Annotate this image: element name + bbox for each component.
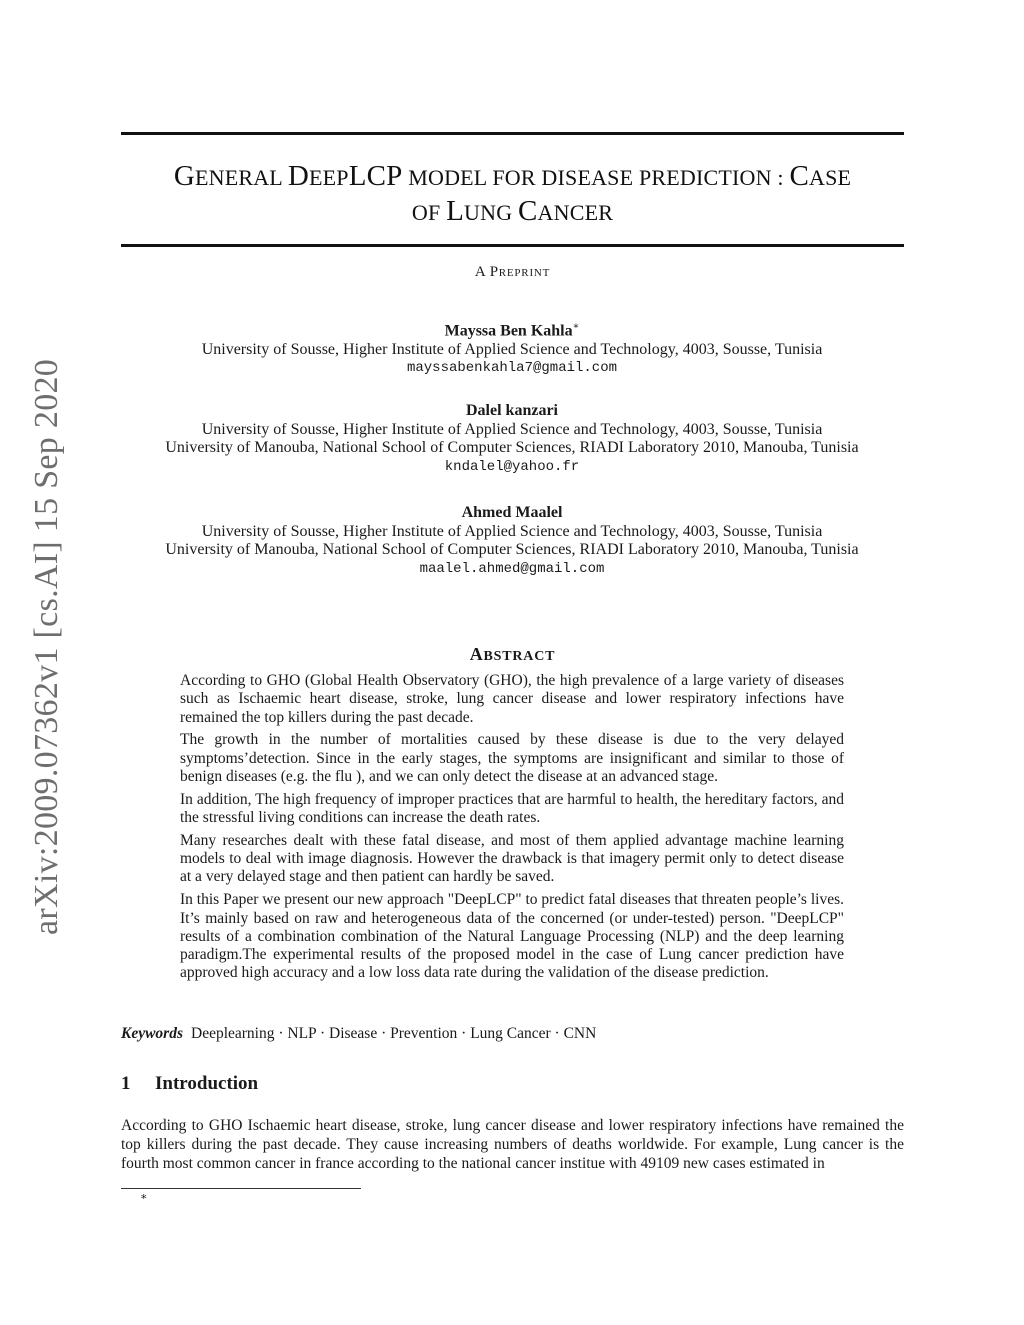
keywords: [121, 1025, 904, 1043]
author-name: Dalel kanzari: [466, 402, 558, 419]
title-part: OF: [411, 200, 447, 225]
section-heading: [121, 1073, 258, 1095]
intro-body: [121, 1116, 904, 1173]
title-rule-top: [121, 132, 904, 135]
author-name: Ahmed Maalel: [461, 504, 563, 521]
intro-paragraph: According to GHO Ischaemic heart disease, stroke, lung cancer disease and lower respiratory infections have remained the top killers during the past decade. They cause increasing numbers of deaths worldwide. For example, Lung cancer is the fourth most common cancer in france according to the national cancer institue with 49109 new cases estimated in: [121, 1117, 904, 1172]
author-affiliation: University of Manouba, National School of Computer Sciences, RIADI Laboratory 2010, Manouba, Tunisia: [165, 541, 859, 558]
title-line-2: [121, 195, 904, 228]
arxiv-stamp: arXiv:2009.07362v1 [cs.AI] 15 Sep 2020: [28, 358, 65, 935]
footnote: ∗: [140, 1191, 148, 1203]
author-email[interactable]: mayssabenkahla7@gmail.com: [406, 360, 618, 377]
abstract-paragraph: The growth in the number of mortalities caused by these disease is due to the very delayed symptoms’detection. Since in the early stages, the symptoms are insignificant and similar to those of benign diseases (e.g. the flu ), and we can only detect the disease at an advanced stage.: [180, 731, 844, 785]
footnote-marker: ∗: [572, 321, 580, 332]
section-title: Introduction: [155, 1073, 259, 1094]
abstract-paragraph: In this Paper we present our new approach "DeepLCP" to predict fatal diseases that threaten people’s lives. It’s mainly based on raw and heterogeneous data of the concerned (or under-tested) person. "DeepLCP" results of a combination combination of the Natural Language Processing (NLP) and the deep learning paradigm.The experimental results of the proposed model in the case of Lung cancer prediction have approved high accuracy and a low loss data rate during the validation of the disease prediction.: [180, 891, 844, 982]
keywords-text: Deeplearning · NLP · Disease · Prevention · Lung Cancer · CNN: [191, 1025, 597, 1042]
title-rule-bottom: [121, 244, 904, 247]
preprint-rest: REPRINT: [498, 267, 551, 279]
title-part: UNG: [464, 200, 518, 225]
author-block: [100, 402, 924, 476]
section-number: 1: [121, 1073, 131, 1094]
preprint-first: A P: [474, 264, 499, 280]
abstract-heading-rest: BSTRACT: [483, 649, 556, 664]
abstract-paragraph: In addition, The high frequency of improper practices that are harmful to health, the hereditary factors, and the stressful living conditions can increase the death rates.: [180, 790, 844, 827]
title-part: C: [518, 195, 538, 227]
title-part: G: [173, 160, 195, 192]
abstract-body: [180, 672, 844, 987]
keywords-label: Keywords: [121, 1025, 183, 1042]
author-block: [100, 318, 924, 378]
title-part: LCP: [348, 160, 403, 192]
author-name: Mayssa Ben Kahla: [444, 322, 573, 340]
author-affiliation: University of Sousse, Higher Institute of Applied Science and Technology, 4003, Sousse, Tunisia: [201, 420, 823, 438]
title-part: MODEL FOR DISEASE PREDICTION :: [402, 165, 790, 190]
author-affiliation: University of Manouba, National School of Computer Sciences, RIADI Laboratory 2010, Manouba, Tunisia: [165, 439, 859, 456]
title-part: C: [789, 160, 809, 192]
abstract-paragraph: Many researches dealt with these fatal disease, and most of them applied advantage machine learning models to deal with image diagnosis. However the drawback is that imagery permit only to detect disease at a very delayed stage and then patient can hardly be saved.: [180, 831, 844, 886]
title-part: ASE: [809, 165, 852, 190]
author-email[interactable]: kndalel@yahoo.fr: [444, 458, 580, 475]
author-email[interactable]: maalel.ahmed@gmail.com: [419, 560, 605, 577]
author-affiliation: University of Sousse, Higher Institute of Applied Science and Technology, 4003, Sousse, Tunisia: [201, 340, 823, 358]
title-part: D: [287, 160, 309, 192]
preprint-label: [121, 264, 904, 281]
title-part: L: [446, 195, 465, 227]
author-block: [100, 504, 924, 578]
title-part: EEP: [309, 165, 349, 190]
footnote-rule: [121, 1188, 361, 1189]
title-part: ANCER: [537, 200, 614, 225]
title-line-1: [121, 160, 904, 193]
abstract-heading: [121, 644, 904, 665]
title-part: ENERAL: [194, 165, 288, 190]
abstract-paragraph: According to GHO (Global Health Observatory (GHO), the high prevalence of a large variety of diseases such as Ischaemic heart disease, stroke, lung cancer disease and lower respiratory infections have remained the top killers during the past decade.: [180, 672, 844, 726]
author-affiliation: University of Sousse, Higher Institute of Applied Science and Technology, 4003, Sousse, Tunisia: [201, 522, 823, 540]
abstract-heading-first: A: [469, 644, 484, 664]
